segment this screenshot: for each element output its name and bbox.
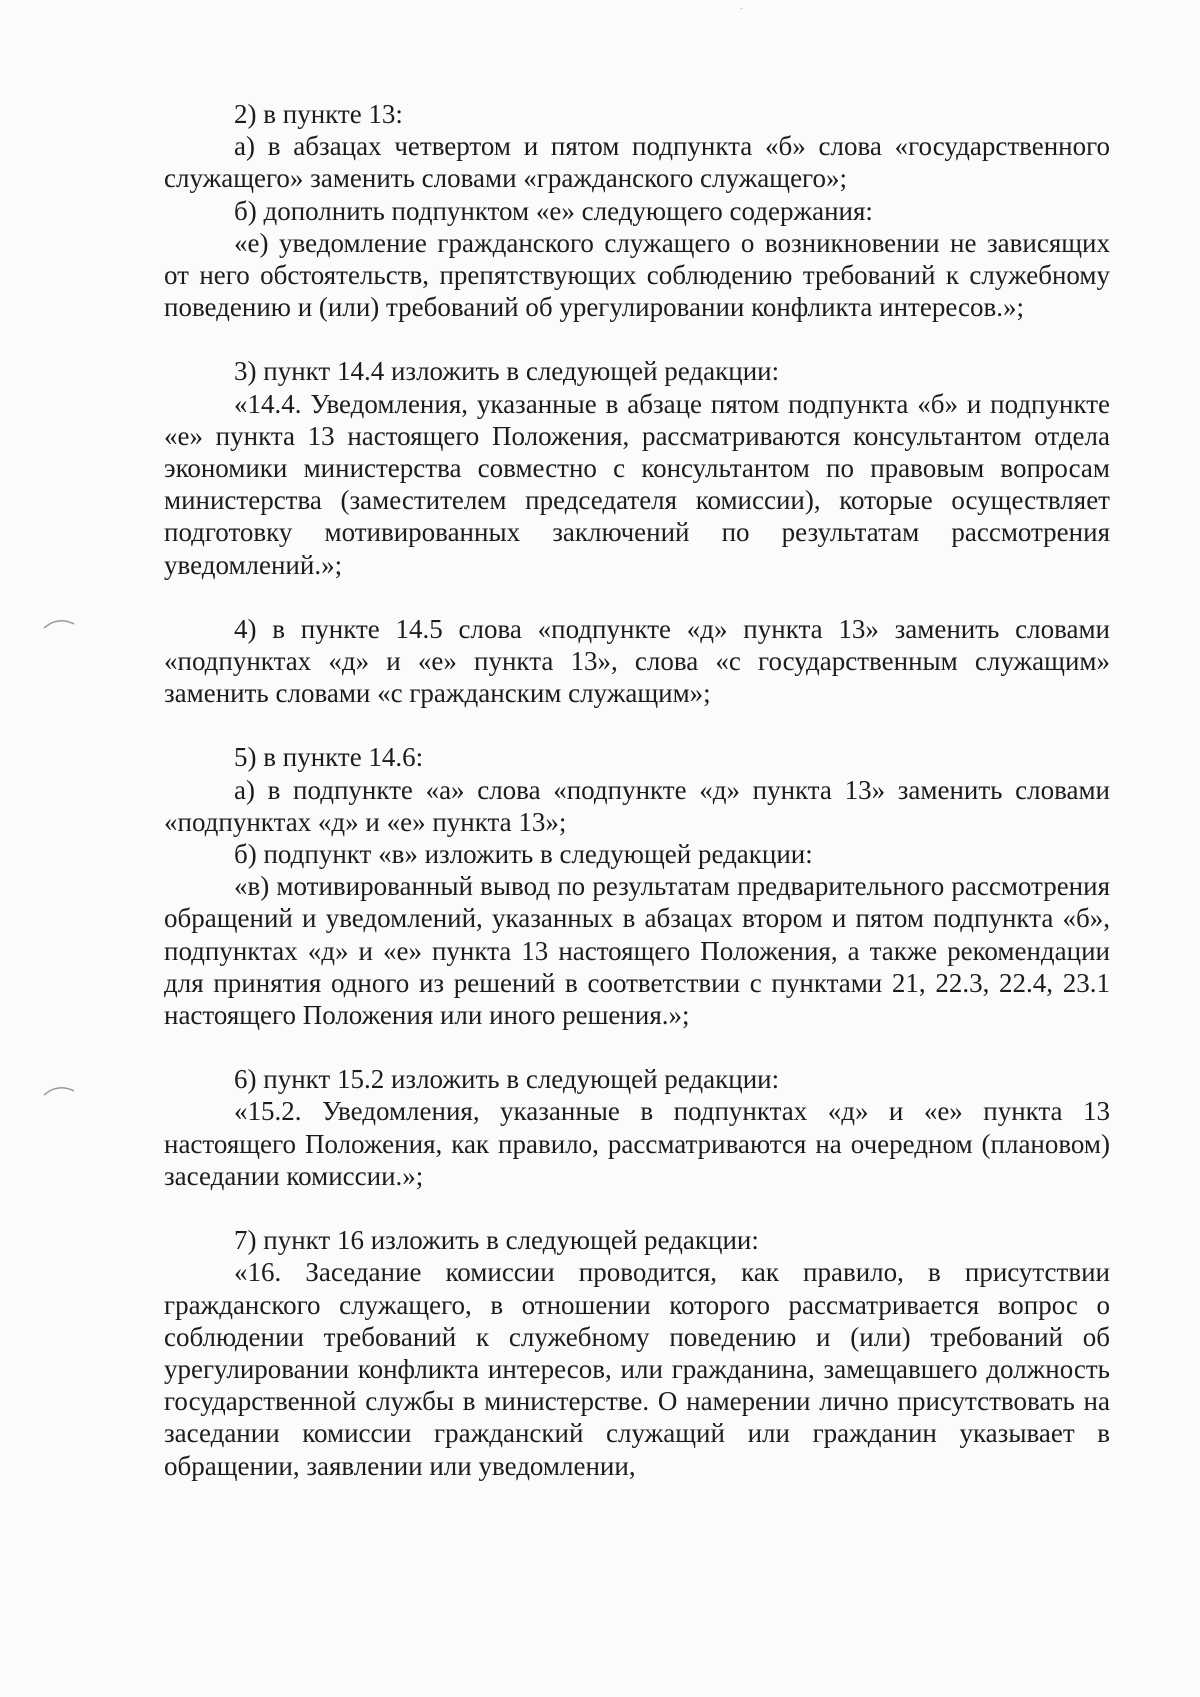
paragraph: «в) мотивированный вывод по результатам предварительного рассмотрения обращений и уведомлений, указанных в абзацах втором и пятом подпункта «б», подпунктах «д» и «е» пункта 13 настоящего Положения, а также рекомендации для принятия одного из решений в соответствии с пунктами 21, 22.3, 22.4, 23.1 настоящего Положения или иного решения.»;: [164, 871, 1110, 1031]
document-body: [164, 98, 1110, 1482]
paragraph: «16. Заседание комиссии проводится, как правило, в присутствии гражданского служащего, в отношении которого рассматривается вопрос о соблюдении требований к служебному поведению и (или) требований об урегулировании конфликта интересов, или гражданина, замещавшего должность государственной службы в министерстве. О намерении лично присутствовать на заседании комиссии гражданский служащий или гражданин указывает в обращении, заявлении или уведомлении,: [164, 1257, 1110, 1481]
paragraph: б) дополнить подпунктом «е» следующего содержания:: [234, 195, 873, 226]
paragraph: 7) пункт 16 изложить в следующей редакции:: [234, 1225, 759, 1256]
paragraph: а) в подпункте «а» слова «подпункте «д» пункта 13» заменить словами «подпунктах «д» и «е» пункта 13»;: [164, 774, 1110, 837]
paragraph: «е) уведомление гражданского служащего о возникновении не зависящих от него обстоятельств, препятствующих соблюдению требований к служебному поведению и (или) требований об урегулировании конфликта интересов.»;: [164, 227, 1110, 323]
paragraph: 3) пункт 14.4 изложить в следующей редакции:: [234, 356, 780, 387]
paragraph: б) подпункт «в» изложить в следующей редакции:: [234, 839, 813, 870]
paragraph: «14.4. Уведомления, указанные в абзаце пятом подпункта «б» и подпункте «е» пункта 13 настоящего Положения, рассматриваются консультантом отдела экономики министерства совместно с консультантом по правовым вопросам министерства (заместителем председателя комиссии), которые осуществляет подготовку мотивированных заключений по результатам рассмотрения уведомлений.»;: [164, 388, 1110, 580]
scan-speck: [740, 8, 743, 9]
paragraph: 4) в пункте 14.5 слова «подпункте «д» пункта 13» заменить словами «подпунктах «д» и «е» пункта 13», слова «с государственным служащим» заменить словами «с гражданским служащим»;: [164, 613, 1110, 709]
punch-hole-mark: [42, 612, 76, 632]
paragraph: «15.2. Уведомления, указанные в подпунктах «д» и «е» пункта 13 настоящего Положения, как правило, рассматриваются на очередном (плановом) заседании комиссии.»;: [164, 1096, 1110, 1191]
paragraph: 2) в пункте 13:: [234, 99, 403, 129]
punch-hole-mark: [42, 1079, 76, 1099]
paragraph: 5) в пункте 14.6:: [234, 742, 424, 773]
paragraph: 6) пункт 15.2 изложить в следующей редакции:: [234, 1064, 780, 1095]
paragraph: а) в абзацах четвертом и пятом подпункта «б» слова «государственного служащего» заменить словами «гражданского служащего»;: [164, 131, 1110, 194]
